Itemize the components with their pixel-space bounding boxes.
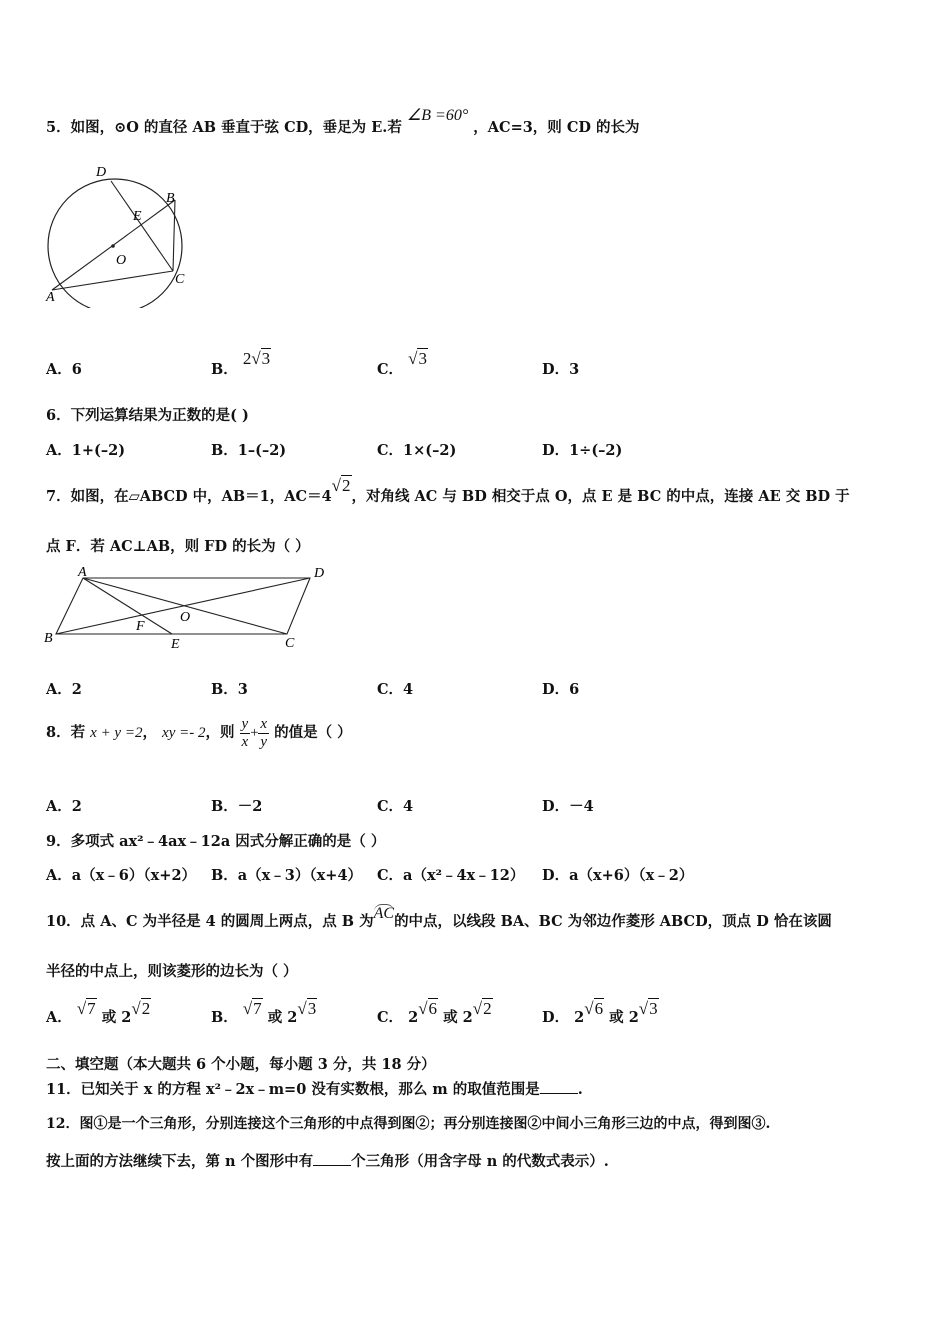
q12-stem-line2: 按上面的方法继续下去，第 n 个图形中有 个三角形（用含字母 n 的代数式表示）.: [46, 1153, 609, 1170]
label-o: O: [116, 253, 127, 268]
q6-option-b[interactable]: B．1–(–2): [211, 442, 287, 459]
q12-stem-line1: 12．图①是一个三角形，分别连接这个三角形的中点得到图②；再分别连接图②中间小三角形三边的中点，得到图③.: [46, 1116, 771, 1132]
q9-option-b[interactable]: B．a（x﹣3）（x+4）: [211, 867, 363, 884]
label-e: E: [133, 209, 142, 224]
q8-cond1: x + y =2: [90, 725, 143, 741]
q10-option-d[interactable]: D． 2√6 或 2√3: [542, 999, 658, 1026]
q6-stem: 6．下列运算结果为正数的是( ): [46, 407, 249, 424]
label-c: C: [175, 272, 185, 287]
q5-figure: [40, 158, 200, 308]
q5-option-c-sqrt: √3: [408, 349, 427, 368]
label-a: A: [78, 565, 87, 580]
q6-option-a[interactable]: A．1+(–2): [46, 442, 126, 459]
label-o: O: [180, 610, 191, 625]
q8-option-c[interactable]: C．4: [377, 798, 414, 815]
label-d: D: [314, 566, 325, 581]
q5-option-b[interactable]: B． 2√3: [211, 349, 271, 378]
q10-stem-line2: 半径的中点上，则该菱形的边长为（ ）: [46, 963, 298, 980]
q12-answer-blank[interactable]: [313, 1165, 351, 1166]
q8-option-d[interactable]: D．－4: [542, 798, 594, 815]
label-b: B: [44, 631, 53, 646]
q6-option-d[interactable]: D．1÷(–2): [542, 442, 623, 459]
q7-stem-line2: 点 F．若 AC⊥AB，则 FD 的长为（ ）: [46, 538, 310, 555]
q5-option-c[interactable]: C． √3: [377, 349, 427, 378]
chord-bc: [173, 200, 175, 271]
q7-option-d[interactable]: D．6: [542, 681, 580, 698]
q11-answer-blank[interactable]: [540, 1093, 578, 1094]
q9-option-c[interactable]: C．a（x²﹣4x﹣12）: [377, 867, 525, 884]
section-heading: 二、填空题（本大题共 6 个小题，每小题 3 分，共 18 分）: [46, 1056, 436, 1073]
label-e: E: [171, 637, 180, 652]
q11-stem: 11．已知关于 x 的方程 x²﹣2x﹣m=0 没有实数根，那么 m 的取值范围是 .: [46, 1081, 583, 1098]
q6-option-c[interactable]: C．1×(–2): [377, 442, 457, 459]
q9-option-a[interactable]: A．a（x﹣6）（x+2）: [46, 867, 197, 884]
q5-angle: ∠B =60°: [406, 107, 469, 124]
q10-option-c[interactable]: C． 2√6 或 2√2: [377, 999, 492, 1026]
q7-option-a[interactable]: A．2: [46, 681, 82, 698]
q7-stem-line1: 7．如图，在▱ABCD 中，AB＝1，AC＝4√2，对角线 AC 与 BD 相交于点 O，点 E 是 BC 的中点，连接 AE 交 BD 于: [46, 476, 850, 505]
q8-option-b[interactable]: B．－2: [211, 798, 263, 815]
q10-arc-ac: AC: [373, 905, 395, 922]
q10-option-b[interactable]: B． √7 或 2√3: [211, 999, 317, 1026]
label-d: D: [96, 165, 107, 180]
q7-option-b[interactable]: B．3: [211, 681, 248, 698]
q5-option-d[interactable]: D．3: [542, 361, 580, 378]
center-dot: [111, 244, 115, 248]
label-c: C: [285, 636, 295, 651]
q7-sqrt: √2: [331, 476, 351, 495]
q7-option-c[interactable]: C．4: [377, 681, 414, 698]
q10-option-a[interactable]: A． √7 或 2√2: [46, 999, 151, 1026]
label-a: A: [46, 290, 55, 305]
q8-frac-x-over-y: $\frac{x}{y}$: [260, 716, 268, 750]
q5-option-b-sqrt: 2√3: [242, 349, 271, 368]
q10-stem-line1: 10．点 A、C 为半径是 4 的圆周上两点，点 B 为AC的中点，以线段 BA、BC 为邻边作菱形 ABCD，顶点 D 恰在该圆: [46, 905, 832, 930]
q8-cond2: xy =- 2: [162, 725, 206, 741]
diagonal-bd: [56, 578, 310, 634]
q9-stem: 9．多项式 ax²﹣4ax﹣12a 因式分解正确的是（ ）: [46, 833, 386, 850]
q5-stem: 5．如图，⊙O 的直径 AB 垂直于弦 CD，垂足为 E.若 ∠B =60° ，AC=3，则 CD 的长为: [46, 107, 640, 136]
q8-option-a[interactable]: A．2: [46, 798, 82, 815]
q9-option-d[interactable]: D．a（x+6）（x﹣2）: [542, 867, 694, 884]
q8-frac-y-over-x: $\frac{y}{x}$: [241, 716, 249, 750]
q7-figure: [40, 562, 340, 654]
chord-ac: [52, 271, 173, 290]
q8-stem: 8．若 x + y =2， xy =- 2，则 $\frac{y}{x}$ + $\frac{x}{y}$ 的值是（ ）: [46, 716, 352, 750]
q5-option-a[interactable]: A．6: [46, 361, 82, 378]
label-b: B: [166, 191, 175, 206]
label-f: F: [136, 619, 145, 634]
